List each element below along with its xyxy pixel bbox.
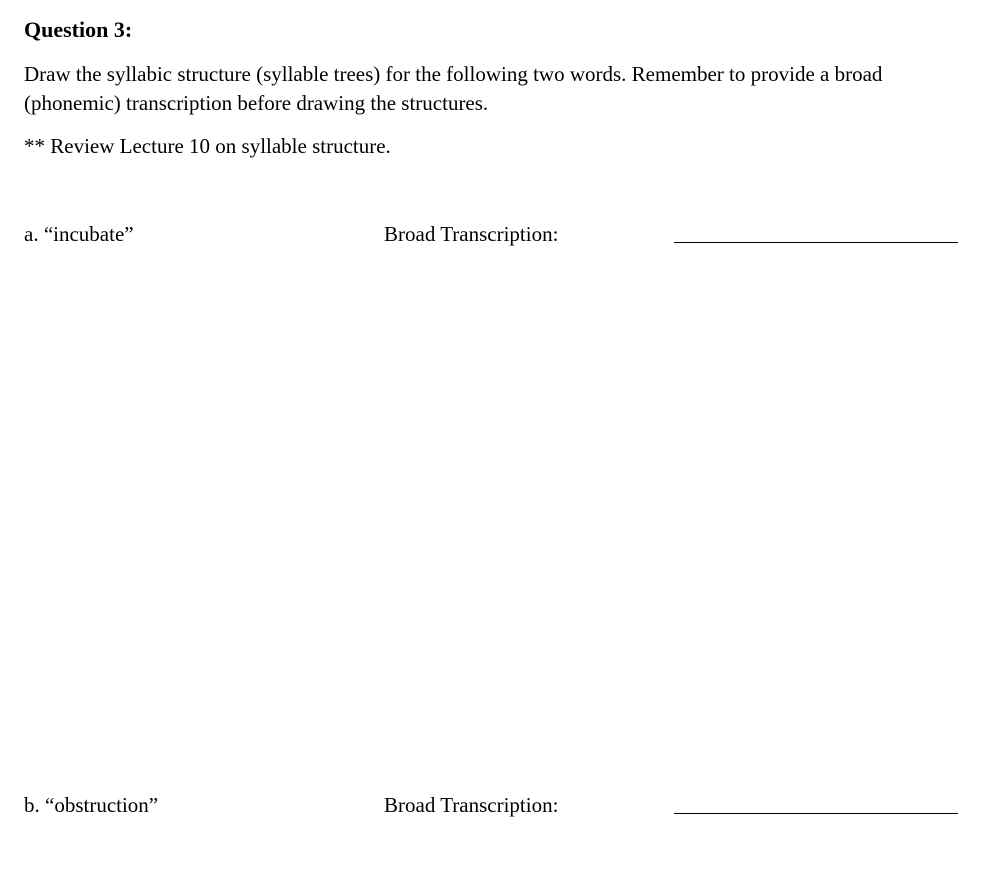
item-a-drawing-area bbox=[24, 260, 964, 780]
item-b-transcription-label: Broad Transcription: bbox=[384, 793, 559, 817]
item-b-transcription-blank[interactable] bbox=[674, 813, 958, 814]
question-instructions: Draw the syllabic structure (syllable trees) for the following two words. Remember to provide a broad (phonemic) transcription before drawing the structures. bbox=[24, 62, 883, 115]
item-a-transcription-label: Broad Transcription: bbox=[384, 222, 559, 246]
item-a-word: a. “incubate” bbox=[24, 222, 134, 246]
item-a-transcription-blank[interactable] bbox=[674, 242, 958, 243]
review-note: ** Review Lecture 10 on syllable structure. bbox=[24, 134, 391, 158]
item-b-word: b. “obstruction” bbox=[24, 793, 159, 817]
question-title: Question 3: bbox=[24, 17, 133, 42]
